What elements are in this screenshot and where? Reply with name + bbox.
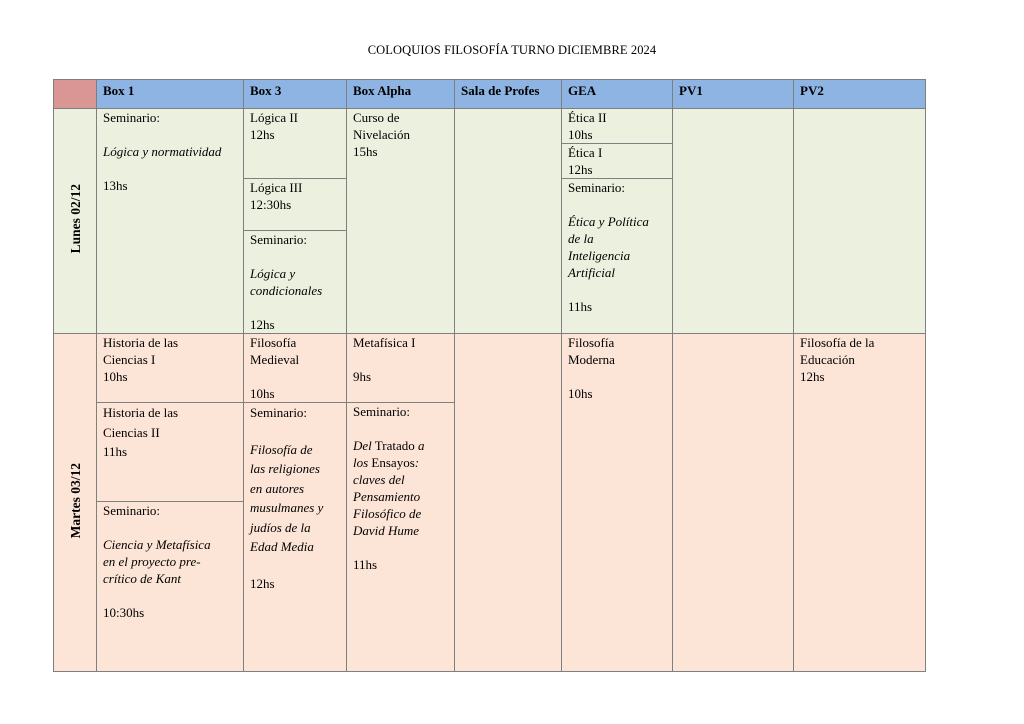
day-text-tuesday: Martes 03/12: [67, 462, 83, 539]
tue-pv2-time: 12hs: [800, 369, 825, 384]
schedule-table: [53, 79, 926, 672]
tue-alpha-b-time: 11hs: [353, 557, 378, 572]
day-label-tuesday: [54, 334, 97, 672]
tue-box3-a-subject-1: Filosofía: [250, 335, 297, 350]
day-text-monday: Lunes 02/12: [67, 184, 83, 254]
mon-box3-c-time: 12hs: [250, 317, 275, 332]
mon-gea-c-time: 11hs: [568, 299, 593, 314]
tue-box3-b-topic-2: las religiones: [250, 461, 320, 476]
mon-box3-a-subject: Lógica II: [250, 110, 299, 125]
tue-box3-b-topic-6: Edad Media: [250, 539, 314, 554]
tue-box3-b-label: Seminario:: [250, 405, 308, 420]
mon-gea-cell-c: [562, 179, 673, 334]
tue-box3-cell-a: [244, 334, 347, 403]
tue-box1-a-subject-2: Ciencias I: [103, 352, 156, 367]
tue-alpha-b-topic-1: claves del: [353, 472, 405, 487]
mon-gea-c-topic-1: Ética y Política: [568, 214, 649, 229]
tue-alpha-b-topic-2: Pensamiento: [353, 489, 421, 504]
day-label-monday: [54, 109, 97, 334]
mon-pv2-cell: [794, 109, 926, 334]
mon-gea-b-time: 12hs: [568, 162, 593, 177]
mon-gea-a-subject: Ética II: [568, 110, 607, 125]
mon-gea-b-subject: Ética I: [568, 145, 603, 160]
tue-pv2-subject-1: Filosofía de la: [800, 335, 875, 350]
tue-box1-cell-a: [97, 334, 244, 403]
mon-gea-a-time: 10hs: [568, 127, 593, 142]
page-title: COLOQUIOS FILOSOFÍA TURNO DICIEMBRE 2024: [367, 43, 657, 57]
tue-alpha-cell-a: [347, 334, 455, 403]
header-row: [54, 80, 926, 109]
mon-alpha-time: 15hs: [353, 144, 378, 159]
tue-box1-c-topic-2: en el proyecto pre-: [103, 554, 201, 569]
header-box-alpha: Box Alpha: [347, 80, 455, 109]
tue-box3-b-topic-1: Filosofía de: [250, 441, 313, 457]
mon-gea-cell-b: [562, 144, 673, 179]
mon-sala-cell: [455, 109, 562, 334]
tue-alpha-cell-b: [347, 403, 455, 672]
mon-box3-cell-c: [244, 231, 347, 334]
tue-box1-cell-b: [97, 403, 244, 502]
mon-box3-c-label: Seminario:: [250, 232, 308, 247]
mon-gea-c-topic-2: de la: [568, 231, 594, 246]
header-box3: Box 3: [244, 80, 347, 109]
header-sala-de-profes: Sala de Profes: [455, 80, 562, 109]
mon-gea-c-topic-3: Inteligencia: [568, 248, 631, 263]
tue-alpha-b-label: Seminario:: [353, 404, 411, 419]
tue-pv2-subject-2: Educación: [800, 352, 855, 367]
mon-gea-cell-a: [562, 109, 673, 144]
tue-box3-a-subject-2: Medieval: [250, 352, 300, 367]
tue-alpha-b-line-1: [353, 437, 448, 454]
tue-box3-cell-b: [244, 403, 347, 672]
header-box1: Box 1: [97, 80, 244, 109]
mon-box1-time: 13hs: [103, 178, 128, 193]
mon-box1-topic: Lógica y normatividad: [103, 144, 222, 159]
tue-box3-b-topic-4: musulmanes y: [250, 500, 324, 515]
header-pv2: PV2: [794, 80, 926, 109]
tue-alpha-b-del: Del: [353, 438, 372, 453]
mon-box3-a-time: 12hs: [250, 127, 275, 142]
tue-alpha-b-colon: :: [414, 455, 420, 470]
tue-box1-c-topic-3: crítico de Kant: [103, 571, 181, 586]
tue-box1-a-subject-1: Historia de las: [103, 335, 179, 350]
mon-alpha-subject-1: Curso de: [353, 110, 400, 125]
tue-alpha-b-a: a: [418, 438, 425, 453]
tue-alpha-b-los: los: [353, 455, 369, 470]
corner-cell: [54, 80, 97, 109]
tue-box1-b-subject-2: Ciencias II: [103, 424, 160, 440]
tue-alpha-a-subject: Metafísica I: [353, 335, 416, 350]
mon-gea-c-topic-4: Artificial: [568, 265, 615, 280]
tue-gea-time: 10hs: [568, 386, 593, 401]
tue-alpha-b-ensayos: Ensayos: [368, 455, 415, 470]
tue-box1-c-time: 10:30hs: [103, 605, 145, 620]
tue-box3-b-time: 12hs: [250, 575, 275, 591]
tue-gea-subject-2: Moderna: [568, 352, 615, 367]
mon-alpha-cell: [347, 109, 455, 334]
tue-box3-a-time: 10hs: [250, 386, 275, 401]
tue-box1-c-label: Seminario:: [103, 503, 161, 518]
tue-pv2-cell: [794, 334, 926, 672]
mon-box3-b-time: 12:30hs: [250, 197, 292, 212]
tue-box1-b-subject-1: Historia de las: [103, 405, 179, 420]
header-pv1: PV1: [673, 80, 794, 109]
tue-box1-b-time: 11hs: [103, 444, 128, 459]
tue-box3-b-topic-5: judíos de la: [250, 519, 311, 535]
tue-alpha-b-line-2: [353, 454, 448, 471]
monday-row-1: [54, 109, 926, 144]
mon-box3-cell-a: [244, 109, 347, 179]
tue-pv1-cell: [673, 334, 794, 672]
tue-gea-cell: [562, 334, 673, 672]
mon-alpha-subject-2: Nivelación: [353, 127, 411, 142]
tue-gea-subject-1: Filosofía: [568, 335, 615, 350]
header-gea: GEA: [562, 80, 673, 109]
mon-box3-cell-b: [244, 179, 347, 231]
mon-box3-c-topic-2: condicionales: [250, 283, 323, 298]
tue-box1-cell-c: [97, 502, 244, 672]
tuesday-row-1: [54, 334, 926, 403]
tue-sala-cell: [455, 334, 562, 672]
mon-pv1-cell: [673, 109, 794, 334]
mon-box3-c-topic-1: Lógica y: [250, 266, 296, 281]
mon-gea-c-label: Seminario:: [568, 180, 626, 195]
mon-box1-cell: [97, 109, 244, 334]
mon-box3-b-subject: Lógica III: [250, 180, 303, 195]
mon-box1-label: Seminario:: [103, 110, 161, 125]
tue-alpha-b-tratado: Tratado: [371, 438, 419, 453]
tue-alpha-b-topic-3: Filosófico de: [353, 506, 422, 521]
tue-alpha-a-time: 9hs: [353, 369, 372, 384]
tue-box3-b-topic-3: en autores: [250, 480, 305, 496]
tue-box1-a-time: 10hs: [103, 369, 128, 384]
tue-box1-c-topic-1: Ciencia y Metafísica: [103, 537, 211, 552]
tue-alpha-b-topic-4: David Hume: [353, 523, 420, 538]
